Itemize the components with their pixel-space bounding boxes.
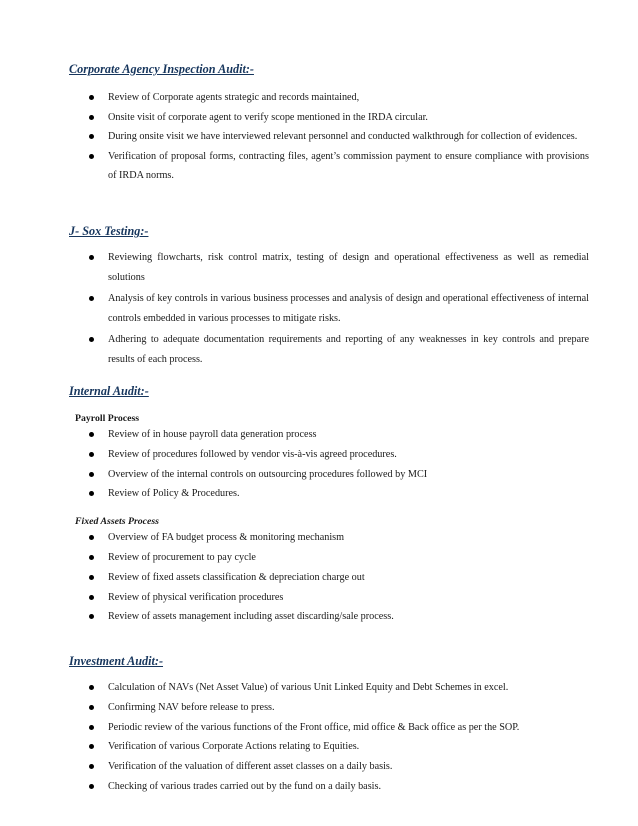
list-item — [69, 607, 589, 627]
section-heading: Corporate Agency Inspection Audit:- — [69, 62, 254, 76]
list-item-text: Review of Policy & Procedures. — [108, 488, 240, 500]
bullet-icon — [89, 575, 94, 580]
bullet-icon — [89, 705, 94, 710]
bullet-list — [69, 678, 589, 797]
list-item — [69, 330, 589, 369]
list-item-text: Analysis of key controls in various business processes and analysis of design and operational effectiveness of internal controls embedded in various processes to mitigate risks. — [108, 293, 589, 324]
list-item — [69, 465, 589, 485]
list-item — [69, 484, 589, 504]
list-item-text: Review of fixed assets classification & depreciation charge out — [108, 571, 365, 583]
list-item — [69, 289, 589, 328]
list-item-text: Review of procedures followed by vendor vis-à-vis agreed procedures. — [108, 448, 397, 460]
list-item-text: Verification of the valuation of different asset classes on a daily basis. — [108, 761, 393, 773]
list-item-text: Periodic review of the various functions of the Front office, mid office & Back office as per the SOP. — [108, 721, 520, 733]
list-item-text: Checking of various trades carried out by the fund on a daily basis. — [108, 780, 382, 792]
bullet-icon — [89, 725, 94, 730]
bullet-icon — [89, 784, 94, 789]
list-item-text: Verification of various Corporate Actions relating to Equities. — [108, 741, 360, 753]
section-corporate-agency — [69, 62, 589, 186]
list-item — [69, 698, 589, 718]
list-item — [69, 445, 589, 465]
section-investment-audit — [69, 654, 589, 797]
list-item — [69, 588, 589, 608]
bullet-icon — [89, 595, 94, 600]
list-item-text: Review of assets management including asset discarding/sale process. — [108, 611, 394, 623]
bullet-icon — [89, 555, 94, 560]
bullet-list — [69, 248, 589, 370]
bullet-icon — [89, 614, 94, 619]
bullet-icon — [89, 535, 94, 540]
bullet-icon — [89, 432, 94, 437]
bullet-icon — [89, 764, 94, 769]
list-item — [69, 528, 589, 548]
list-item — [69, 88, 589, 108]
list-item — [69, 548, 589, 568]
section-jsox-testing — [69, 224, 589, 370]
bullet-icon — [89, 115, 94, 120]
subsection-title-fixed-assets: Fixed Assets Process — [75, 516, 159, 528]
bullet-icon — [89, 95, 94, 100]
bullet-icon — [89, 452, 94, 457]
bullet-list — [69, 528, 589, 627]
bullet-icon — [89, 154, 94, 159]
list-item — [69, 127, 589, 147]
subsection-title-payroll: Payroll Process — [75, 413, 140, 424]
list-item — [69, 425, 589, 445]
list-item — [69, 757, 589, 777]
list-item-text: Adhering to adequate documentation requirements and reporting of any weaknesses in key controls and prepare results of each process. — [108, 334, 589, 365]
bullet-icon — [89, 472, 94, 477]
bullet-icon — [89, 337, 94, 342]
list-item-text: Verification of proposal forms, contracting files, agent’s commission payment to ensure compliance with provisions of IRDA norms. — [108, 150, 589, 182]
section-internal-audit — [69, 384, 589, 627]
section-heading: J- Sox Testing:- — [69, 224, 149, 238]
list-item-text: Onsite visit of corporate agent to verify scope mentioned in the IRDA circular. — [108, 111, 428, 123]
list-item-text: Review of procurement to pay cycle — [108, 551, 256, 563]
bullet-icon — [89, 255, 94, 260]
list-item-text: During onsite visit we have interviewed relevant personnel and conducted walkthrough for collection of evidences. — [108, 131, 578, 143]
list-item-text: Review of Corporate agents strategic and records maintained, — [108, 92, 360, 103]
bullet-list — [69, 425, 589, 504]
list-item-text: Overview of FA budget process & monitoring mechanism — [108, 532, 345, 544]
list-item-text: Review of physical verification procedures — [108, 591, 284, 603]
bullet-icon — [89, 744, 94, 749]
list-item — [69, 678, 589, 698]
section-heading: Internal Audit:- — [69, 384, 149, 398]
list-item — [69, 248, 589, 287]
list-item — [69, 737, 589, 757]
list-item-text: Calculation of NAVs (Net Asset Value) of various Unit Linked Equity and Debt Schemes in excel. — [108, 682, 509, 693]
bullet-list — [69, 88, 589, 186]
list-item-text: Overview of the internal controls on outsourcing procedures followed by MCI — [108, 468, 428, 480]
bullet-icon — [89, 134, 94, 139]
list-item — [69, 147, 589, 186]
list-item — [69, 718, 589, 738]
bullet-icon — [89, 685, 94, 690]
list-item-text: Review of in house payroll data generation process — [108, 429, 317, 440]
list-item — [69, 777, 589, 797]
bullet-icon — [89, 296, 94, 301]
section-heading: Investment Audit:- — [69, 654, 164, 668]
bullet-icon — [89, 491, 94, 496]
list-item-text: Confirming NAV before release to press. — [108, 701, 275, 713]
list-item — [69, 108, 589, 128]
list-item — [69, 568, 589, 588]
list-item-text: Reviewing flowcharts, risk control matrix, testing of design and operational effectiveness as well as remedial solutions — [108, 252, 589, 283]
